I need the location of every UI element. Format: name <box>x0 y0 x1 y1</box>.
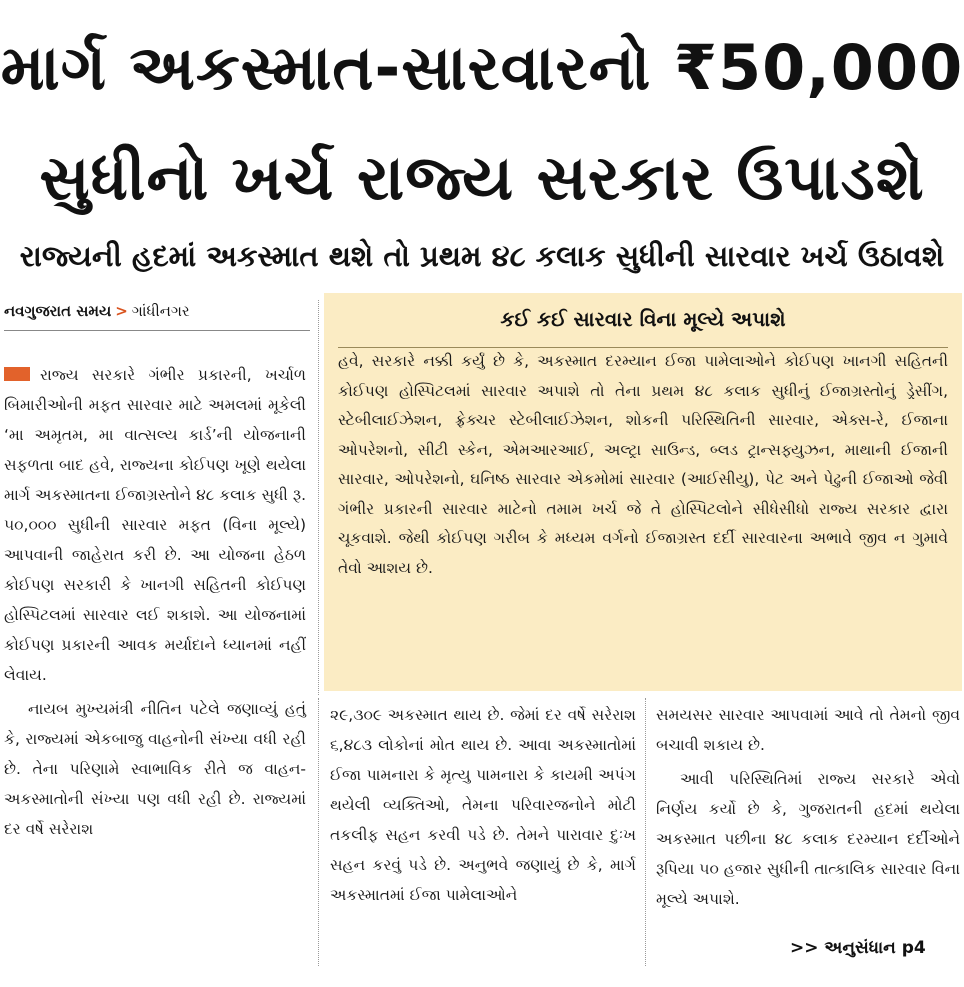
continuation-reference: >> અનુસંધાન p4 <box>790 938 926 958</box>
column-divider <box>645 698 646 966</box>
box-title-rule <box>338 347 948 348</box>
column-3-paragraph-1: સમયસર સારવાર આપવામાં આવે તો તેમનો જીવ બચાવી શકાય છે. <box>656 706 960 754</box>
highlight-box <box>324 293 962 691</box>
byline <box>4 300 304 322</box>
column-divider <box>318 698 319 966</box>
column-1-paragraph-2: નાયબ મુખ્યમંત્રી નીતિન પટેલે જણાવ્યું હતું કે, રાજ્યમાં એકબાજુ વાહનોની સંખ્યા વધી રહી છે. તેના પરિણામે સ્વાભાવિક રીતે જ વાહન-અકસ્માતોની સંખ્યા પણ વધી રહી છે. રાજ્યમાં દર વર્ષે સરેરાશ <box>4 700 306 838</box>
headline-line-1: માર્ગ અકસ્માત-સારવારનો ₹50,000 <box>0 31 964 104</box>
byline-rule <box>4 330 310 331</box>
column-1-paragraph-1-text: રાજ્ય સરકારે ગંભીર પ્રકારની, ખર્ચાળ બિમારીઓની મફત સારવાર માટે અમલમાં મૂકેલી ‘મા અમૃતમ, મા વાત્સલ્ય કાર્ડ’ની યોજનાની સફળતા બાદ હવે, રાજ્યના કોઈપણ ખૂણે થયેલા માર્ગ અકસ્માતના ઈજાગ્રસ્તોને ૪૮ કલાક સુધી રૂ. ૫૦,૦૦૦ સુધીની સારવાર મફત (વિના મૂલ્યે) આપવાની જાહેરાત કરી છે. આ યોજના હેઠળ કોઈપણ સરકારી કે ખાનગી સહિતની કોઈપણ હોસ્પિટલમાં સારવાર લઈ શકાશે. આ યોજનામાં કોઈપણ પ્રકારની આવક મર્યાદાને ધ્યાનમાં નહીં લેવાય. <box>4 366 306 684</box>
article-column-2 <box>330 700 636 914</box>
column-2-paragraph-1: ૨૯,૩૦૯ અકસ્માત થાય છે. જેમાં દર વર્ષે સરેરાશ ૬,૪૮૩ લોકોનાં મોત થાય છે. આવા અકસ્માતોમાં ઈજા પામનારા કે મૃત્યુ પામનારા કે કાયમી અપંગ થયેલી વ્યક્તિઓ, તેમના પરિવારજનોને મોટી તકલીફ સહન કરવી પડે છે. તેમને પારાવાર દુઃખ સહન કરવું પડે છે. અનુભવે જણાયું છે કે, માર્ગ અકસ્માતમાં ઈજા પામેલાઓને <box>330 706 636 904</box>
box-title: કઈ કઈ સારવાર વિના મૂલ્યે અપાશે <box>500 307 786 331</box>
column-3-paragraph-2: આવી પરિસ્થિતિમાં રાજ્ય સરકારે એવો નિર્ણય કર્યો છે કે, ગુજરાતની હદમાં થયેલા અકસ્માત પછીના ૪૮ કલાક દરમ્યાન દર્દીઓને રૂપિયા ૫૦ હજાર સુધીની તાત્કાલિક સારવાર વિના મૂલ્યે અપાશે. <box>656 770 960 908</box>
headline-line-2: સુધીનો ખર્ચ રાજ્ય સરકાર ઉપાડશે <box>39 141 925 214</box>
subheadline: રાજ્યની હદમાં અકસ્માત થશે તો પ્રથમ ૪૮ કલાક સુધીની સારવાર ખર્ચ ઉઠાવશે <box>19 239 945 273</box>
article-column-3 <box>656 700 960 918</box>
column-1-paragraph-1 <box>4 360 306 690</box>
column-divider <box>318 300 319 695</box>
byline-location: ગાંધીનગર <box>131 302 190 320</box>
byline-source: નવગુજરાત સમય <box>4 302 112 320</box>
byline-arrow: > <box>115 302 128 320</box>
article-column-1 <box>4 360 306 848</box>
box-body: હવે, સરકારે નક્કી કર્યું છે કે, અકસ્માત દરમ્યાન ઈજા પામેલાઓને કોઈપણ ખાનગી સહિતની કોઈપણ હોસ્પિટલમાં સારવાર અપાશે તો તેના પ્રથમ ૪૮ કલાક સુધીનું ઈજાગ્રસ્તોનું ડ્રેસીંગ, સ્ટેબીલાઈઝેશન, ફ્રેક્ચર સ્ટેબીલાઈઝેશન, શોકની પરિસ્થિતિની સારવાર, એક્સ-રે, ઈજાના ઓપરેશનો, સીટી સ્કેન, એમઆરઆઈ, અલ્ટ્રા સાઉન્ડ, બ્લડ ટ્રાન્સફ્યુઝન, માથાની ઈજાની સારવાર, ઓપરેશનો, ઘનિષ્ઠ સારવાર એકમોમાં સારવાર (આઈસીયુ), પેટ અને પેઢુની ઈજાઓ જેવી ગંભીર પ્રકારની સારવાર માટેનો તમામ ખર્ચ જે તે હોસ્પિટલોને સીધેસીધો રાજ્ય સરકાર દ્વારા ચૂકવાશે. જેથી કોઈપણ ગરીબ કે મધ્યમ વર્ગનો ઈજાગ્રસ્ત દર્દી સારવારના અભાવે જીવ ન ગુમાવે તેવો આશય છે. <box>338 352 948 577</box>
orange-square-marker <box>4 367 30 381</box>
